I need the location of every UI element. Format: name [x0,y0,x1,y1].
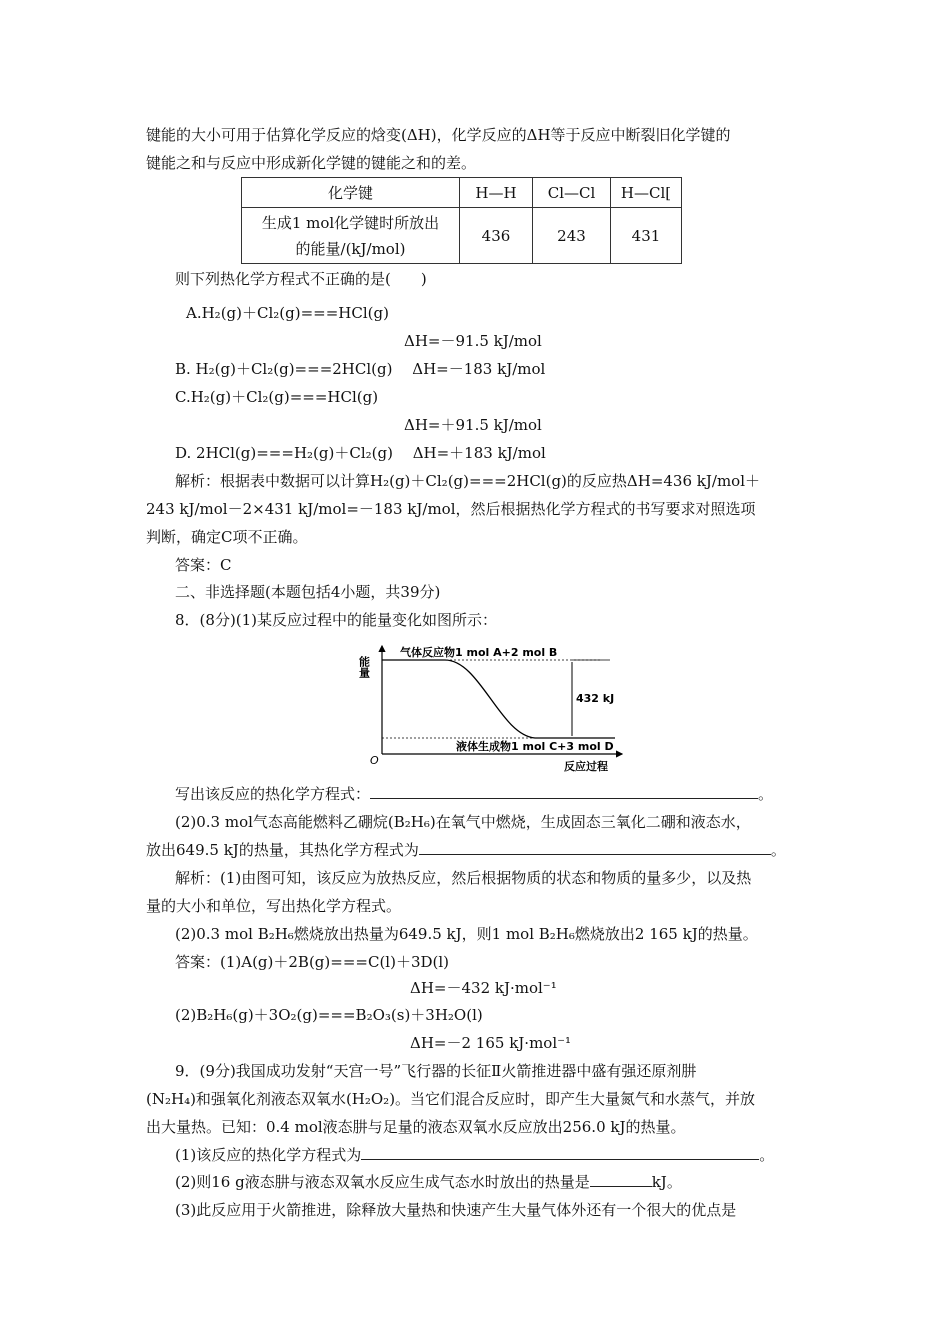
q7-analysis-1: 解析：根据表中数据可以计算H₂(g)＋Cl₂(g)===2HCl(g)的反应热ΔH=436 kJ/mol＋ [175,472,760,490]
q7-option-c-dh: ΔH=＋91.5 kJ/mol [404,416,542,434]
q9-line-3: 出大量热。已知：0.4 mol液态肼与足量的液态双氧水反应放出256.0 kJ的热量。 [146,1118,686,1136]
q7-option-d: D. 2HCl(g)===H₂(g)＋Cl₂(g) ΔH=＋183 kJ/mol [175,444,546,462]
q8-answer-2: (2)B₂H₆(g)＋3O₂(g)===B₂O₃(s)＋3H₂O(l) [175,1006,483,1024]
product-label: 液体生成物1 mol C+3 mol D [456,740,614,753]
table-row-label [242,208,460,264]
bond-hh: H—H [460,178,533,208]
bond-hcl: H—Cl[ [611,178,682,208]
table-header-label: 化学键 [242,178,460,208]
intro-line-1: 键能的大小可用于估算化学反应的焓变(ΔH)，化学反应的ΔH等于反应中断裂旧化学键的 [146,126,731,144]
q8-part2-line2 [146,840,786,860]
q9-answer-blank-2[interactable] [590,1172,652,1187]
value-clcl: 243 [533,208,611,264]
value-hcl: 431 [611,208,682,264]
y-axis-label: 能量 [357,656,371,678]
q8-write-eq-label: 写出该反应的热化学方程式： [175,785,371,803]
q9-sub-1 [175,1145,774,1165]
q7-analysis-2: 243 kJ/mol－2×431 kJ/mol=－183 kJ/mol，然后根据热化学方程式的书写要求对照选项 [146,500,756,518]
period: 。 [759,1146,775,1164]
q8-write-equation [175,784,773,804]
q8-analysis-2: 量的大小和单位，写出热化学方程式。 [146,897,402,915]
q8-stem: 8．(8分)(1)某反应过程中的能量变化如图所示： [175,611,498,629]
bond-clcl: Cl—Cl [533,178,611,208]
q8-answer-1: 答案：(1)A(g)＋2B(g)===C(l)＋3D(l) [175,953,450,971]
q8-answer-blank-2[interactable] [419,840,771,855]
q9-line-1: 9．(9分)我国成功发射“天宫一号”飞行器的长征Ⅱ火箭推进器中盛有强还原剂肼 [175,1062,697,1080]
q8-answer-2-dh: ΔH=－2 165 kJ·mol⁻¹ [410,1034,572,1052]
q9-sub-3: (3)此反应用于火箭推进，除释放大量热和快速产生大量气体外还有一个很大的优点是 [175,1201,737,1219]
row-label-line2: 的能量/(kJ/mol) [295,239,406,258]
bond-energy-table [241,177,682,264]
energy-diagram [357,640,630,779]
q7-stem: 则下列热化学方程式不正确的是( ) [175,270,427,288]
q8-analysis-3: (2)0.3 mol B₂H₆燃烧放出热量为649.5 kJ，则1 mol B₂H₆燃烧放出2 165 kJ的热量。 [175,925,758,943]
q8-analysis-1: 解析：(1)由图可知，该反应为放热反应，然后根据物质的状态和物质的量多少，以及热 [175,869,752,887]
q7-option-a-dh: ΔH=－91.5 kJ/mol [404,332,542,350]
energy-diagram-svg [357,640,630,775]
q9-answer-blank-1[interactable] [361,1145,759,1160]
q7-analysis-3: 判断，确定C项不正确。 [146,528,308,546]
period: 。 [770,841,786,859]
reactant-label: 气体反应物1 mol A+2 mol B [400,646,558,659]
q7-option-a: A.H₂(g)＋Cl₂(g)===HCl(g) [186,304,389,322]
q9-line-2: (N₂H₄)和强氧化剂液态双氧水(H₂O₂)。当它们混合反应时，即产生大量氮气和水蒸气，并放 [146,1090,756,1108]
origin-label: O [370,754,379,767]
q9-sub-2 [175,1172,682,1192]
q8-part2-line1: (2)0.3 mol气态高能燃料乙硼烷(B₂H₆)在氧气中燃烧，生成固态三氧化二硼和液态水， [175,813,751,831]
q7-option-b: B. H₂(g)＋Cl₂(g)===2HCl(g) ΔH=－183 kJ/mol [175,360,546,378]
q9-sub1-text: (1)该反应的热化学方程式为 [175,1146,362,1164]
q7-answer: 答案：C [175,556,232,574]
q8-answer-blank-1[interactable] [370,784,758,799]
period: 。 [758,785,774,803]
value-hh: 436 [460,208,533,264]
x-axis-label: 反应过程 [564,760,608,773]
q9-sub2-text: (2)则16 g液态肼与液态双氧水反应生成气态水时放出的热量是 [175,1173,590,1191]
q8-part2-text: 放出649.5 kJ的热量，其热化学方程式为 [146,841,419,859]
energy-gap-label: 432 kJ [576,692,615,705]
q8-answer-1-dh: ΔH=－432 kJ·mol⁻¹ [410,979,557,997]
q7-option-c: C.H₂(g)＋Cl₂(g)===HCl(g) [175,388,379,406]
section-2-heading: 二、非选择题(本题包括4小题，共39分) [175,583,441,601]
q9-sub2-unit: kJ。 [651,1173,682,1191]
row-label-line1: 生成1 mol化学键时所放出 [261,213,440,232]
intro-line-2: 键能之和与反应中形成新化学键的键能之和的差。 [146,154,477,172]
